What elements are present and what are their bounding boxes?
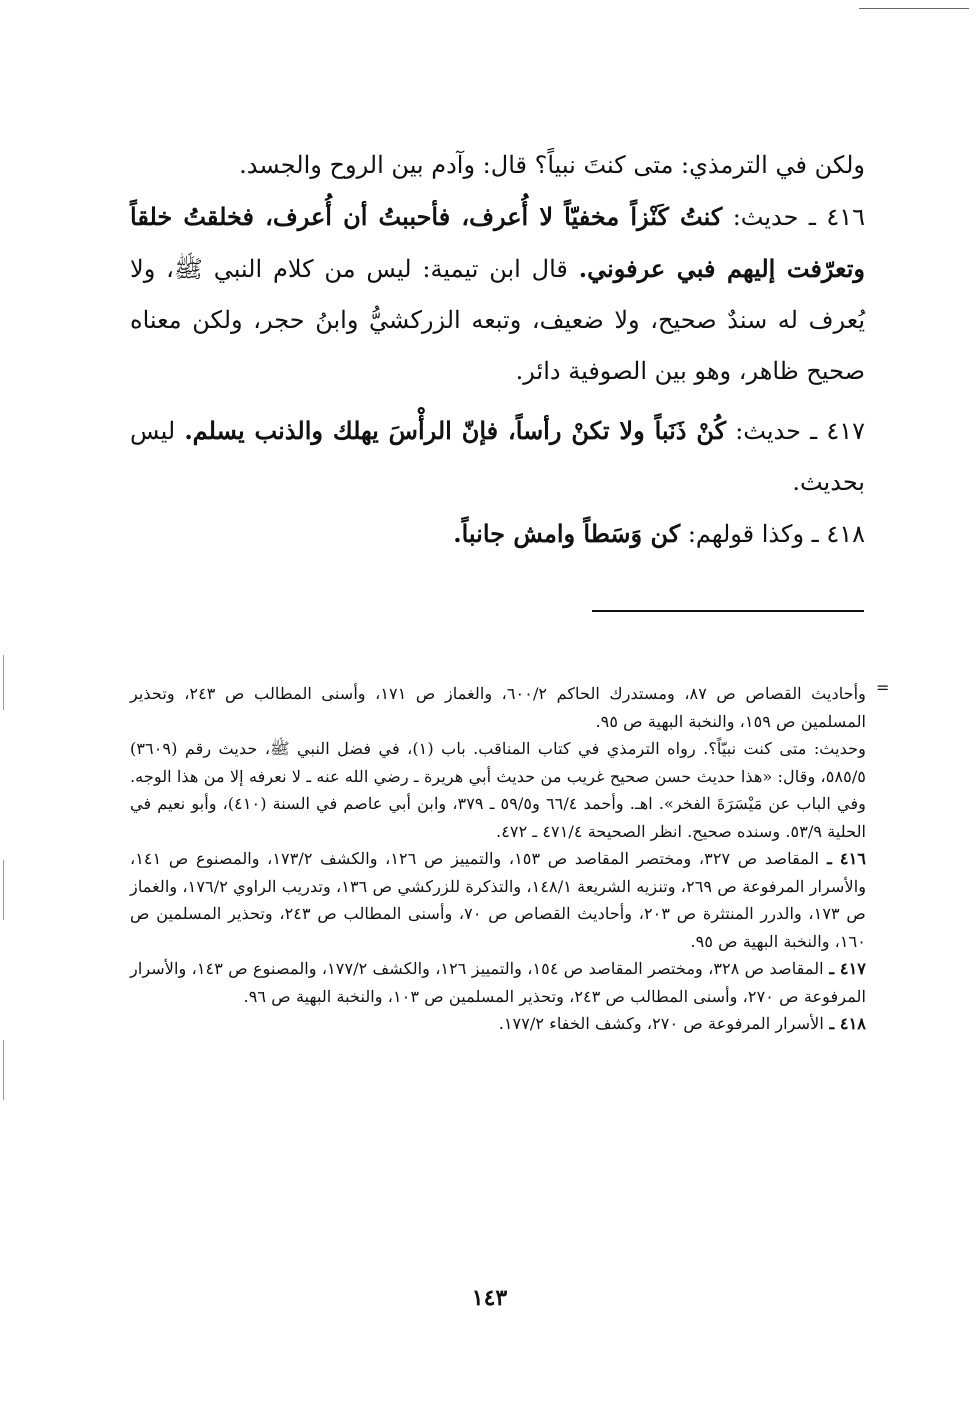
scan-margin-line: [3, 860, 4, 920]
footnote-418: [130, 1010, 866, 1038]
hadith-417: [130, 405, 865, 508]
footnote-417-number: ٤١٧ ـ: [823, 959, 867, 978]
hadith-418: [130, 508, 865, 560]
scan-margin-line: [3, 655, 4, 710]
page-number: ١٤٣: [471, 1285, 508, 1311]
footnote-416-text: المقاصد ص ٣٢٧، ومختصر المقاصد ص ١٥٣، والتمييز ص ١٢٦، والكشف ١٧٣/٢، والمصنوع ص ١٤١، والأسرار المرفوعة ص ٢٦٩، وتنزيه الشريعة ١٤٨/١، والتذكرة للزركشي ص ١٣٦، وتدريب الراوي ١٧٦/٢، والغماز ص ١٧٣، والدرر المنتثرة ص ٢٠٣، وأحاديث القصاص ص ٧٠، وأسنى المطالب ص ٢٤٣، وتحذير المسلمين ص ١٦٠، والنخبة البهية ص ٩٥.: [130, 849, 867, 951]
hadith-418-prefix: ٤١٨ ـ وكذا قولهم:: [680, 520, 865, 548]
intro-line: [130, 140, 865, 191]
intro-text: ولكن في الترمذي: متى كنتَ نبياً؟ قال: وآدم بين الروح والجسد.: [239, 151, 865, 179]
continuation-mark: =: [876, 678, 890, 697]
hadith-417-text: كُنْ ذَنَباً ولا تكنْ رأساً، فإنّ الرأْسَ يهلك والذنب يسلم.: [184, 416, 727, 445]
hadith-416-text: كنتُ كَنْزاً مخفيّاً لا أُعرف، فأحببتُ أن أُعرف، فخلقتُ خلقاً وتعرّفت إليهم فبي عرفوني.: [130, 202, 865, 283]
footnote-separator: [592, 610, 864, 612]
hadith-416: [130, 191, 865, 397]
top-edge-rule: [859, 8, 969, 9]
hadith-418-text: كن وَسَطاً وامش جانباً.: [453, 519, 681, 548]
hadith-417-comment: ليس بحديث.: [130, 417, 865, 496]
footnote-417: [130, 955, 866, 1010]
hadith-416-comment: قال ابن تيمية: ليس من كلام النبي ﷺ، ولا يُعرف له سندٌ صحيح، ولا ضعيف، وتبعه الزركشيُّ وابنُ حجر، ولكن معناه صحيح ظاهر، وهو بين الصوفية دائر.: [130, 255, 865, 385]
footnote-416: [130, 845, 866, 955]
hadith-417-prefix: ٤١٧ ـ حديث:: [726, 417, 865, 445]
scan-margin-line: [3, 1040, 4, 1100]
footnote-continuation-2: وحديث: متى كنت نبيّاً؟. رواه الترمذي في كتاب المناقب. باب (١)، في فضل النبي ﷺ، حديث رقم (٣٦٠٩) ٥٨٥/٥، وقال: «هذا حديث حسن صحيح غريب من حديث أبي هريرة ـ رضي الله عنه ـ لا نعرفه إلا من هذا الوجه. وفي الباب عن مَيْسَرَةَ الفخر». اهـ. وأحمد ٦٦/٤ و٥٩/٥ ـ ٣٧٩، وابن أبي عاصم في السنة (٤١٠)، وأبو نعيم في الحلية ٥٣/٩. وسنده صحيح. انظر الصحيحة ٤٧١/٤ ـ ٤٧٢.: [130, 739, 867, 841]
footnote-418-number: ٤١٨ ـ: [823, 1014, 866, 1033]
hadith-416-prefix: ٤١٦ ـ حديث:: [722, 203, 865, 231]
footnote-417-text: المقاصد ص ٣٢٨، ومختصر المقاصد ص ١٥٤، والتمييز ١٢٦، والكشف ١٧٧/٢، والمصنوع ص ١٤٣، والأسرار المرفوعة ص ٢٧٠، وأسنى المطالب ص ٢٤٣، وتحذير المسلمين ص ١٠٣، والنخبة البهية ص ٩٦.: [130, 959, 866, 1006]
footnotes: [130, 680, 866, 1038]
footnote-continuation-1: وأحاديث القصاص ص ٨٧، ومستدرك الحاكم ٦٠٠/٢، والغماز ص ١٧١، وأسنى المطالب ص ٢٤٣، وتحذير المسلمين ص ١٥٩، والنخبة البهية ص ٩٥.: [130, 684, 866, 731]
footnote-418-text: الأسرار المرفوعة ص ٢٧٠، وكشف الخفاء ١٧٧/٢.: [498, 1014, 824, 1033]
footnote-416-number: ٤١٦ ـ: [819, 849, 866, 868]
main-text: [130, 140, 865, 560]
